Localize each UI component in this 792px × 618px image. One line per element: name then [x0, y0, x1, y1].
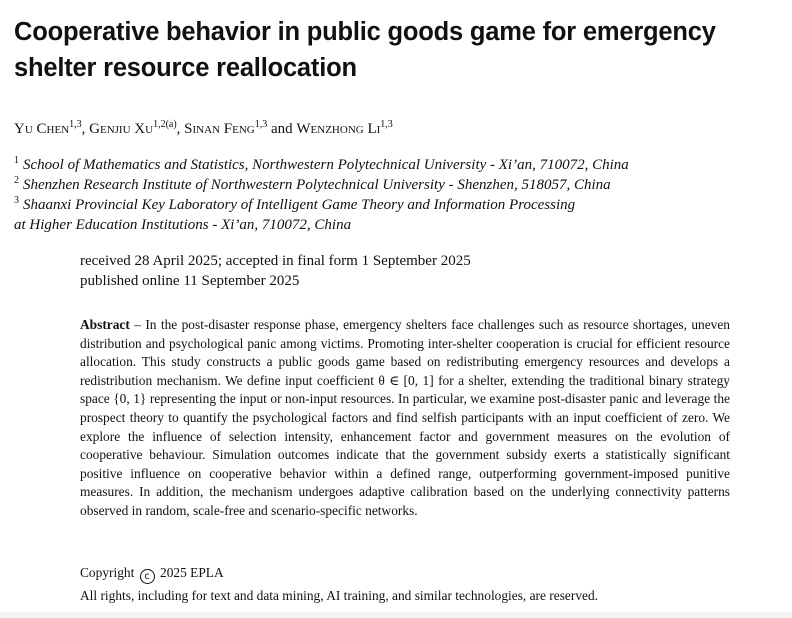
- author-affiliation-marker: 1,3: [254, 119, 268, 130]
- copyright-prefix: Copyright: [80, 565, 135, 580]
- copyright-icon: c: [140, 569, 155, 584]
- author-affiliation-marker: 1,2(a): [153, 119, 177, 130]
- author-affiliation-marker: 1,3: [69, 119, 82, 130]
- paper-title: [14, 14, 784, 86]
- abstract-label: Abstract: [80, 317, 130, 332]
- affiliation-text: School of Mathematics and Statistics, Northwestern Polytechnical University - Xi’an, 710072, China: [23, 157, 629, 173]
- published-date: published online 11 September 2025: [80, 273, 300, 289]
- abstract: [80, 316, 730, 521]
- paper-title-line-2: shelter resource reallocation: [14, 54, 357, 82]
- affiliation-text: Shenzhen Research Institute of Northwestern Polytechnical University - Shenzhen, 518057, China: [23, 177, 611, 193]
- affiliation-text: Shaanxi Provincial Key Laboratory of Intelligent Game Theory and Information Processing: [23, 197, 576, 213]
- affiliation-number: 2: [14, 175, 19, 186]
- author-name: Wenzhong Li: [296, 121, 381, 137]
- paper-title-line-1: Cooperative behavior in public goods game for emergency: [14, 18, 716, 46]
- copyright-suffix: 2025 EPLA: [160, 565, 224, 580]
- abstract-text: In the post-disaster response phase, emergency shelters face challenges such as resource shortages, uneven distribution and psychological panic among victims. Promoting inter-shelter cooperation is crucial for efficient resource allocation. This study constructs a public goods game based on redistributing emergency resources and develops a redistribution mechanism. We define input coefficient θ ∈ [0, 1] for a shelter, extending the traditional binary strategy space {0, 1} representing the input or non-input resources. In particular, we examine post-disaster panic and leverage the prospect theory to quantify the psychological factors and find selfish participants with an input coefficient of zero. We explore the influence of selection intensity, enhancement factor and government measures on the evolution of cooperative behaviour. Simulation outcomes indicate that the government subsidy exerts a statistically significant positive influence on cooperative behavior within a defined range, outperforming government-imposed punitive measures. In addition, the mechanism undergoes adaptive calibration based on the underlying connectivity patterns observed in random, scale-free and scenario-specific networks.: [80, 317, 731, 518]
- received-date: received 28 April 2025; accepted in final form 1 September 2025: [80, 253, 471, 269]
- author-name: Genjiu Xu: [89, 121, 154, 137]
- affiliation-1: [14, 155, 629, 175]
- author-separator: ,: [176, 121, 181, 137]
- abstract-separator: –: [129, 317, 146, 332]
- copyright-line: [80, 564, 224, 584]
- author-affiliation-marker: 1,3: [380, 119, 393, 130]
- author-separator-and: and: [270, 121, 293, 137]
- rights-statement: All rights, including for text and data mining, AI training, and similar technologies, are reserved.: [80, 588, 599, 603]
- author-list: [14, 119, 393, 139]
- affiliation-3-continued: [14, 215, 351, 235]
- author-name: Yu Chen: [14, 121, 70, 137]
- author-name: Sinan Feng: [184, 121, 255, 137]
- page-bottom-edge: [0, 612, 792, 618]
- author-separator: ,: [81, 121, 86, 137]
- affiliation-number: 1: [14, 155, 19, 166]
- affiliation-number: 3: [14, 195, 19, 206]
- affiliation-3: [14, 195, 575, 215]
- affiliation-2: [14, 175, 611, 195]
- affiliation-text: at Higher Education Institutions - Xi’an, 710072, China: [14, 217, 352, 233]
